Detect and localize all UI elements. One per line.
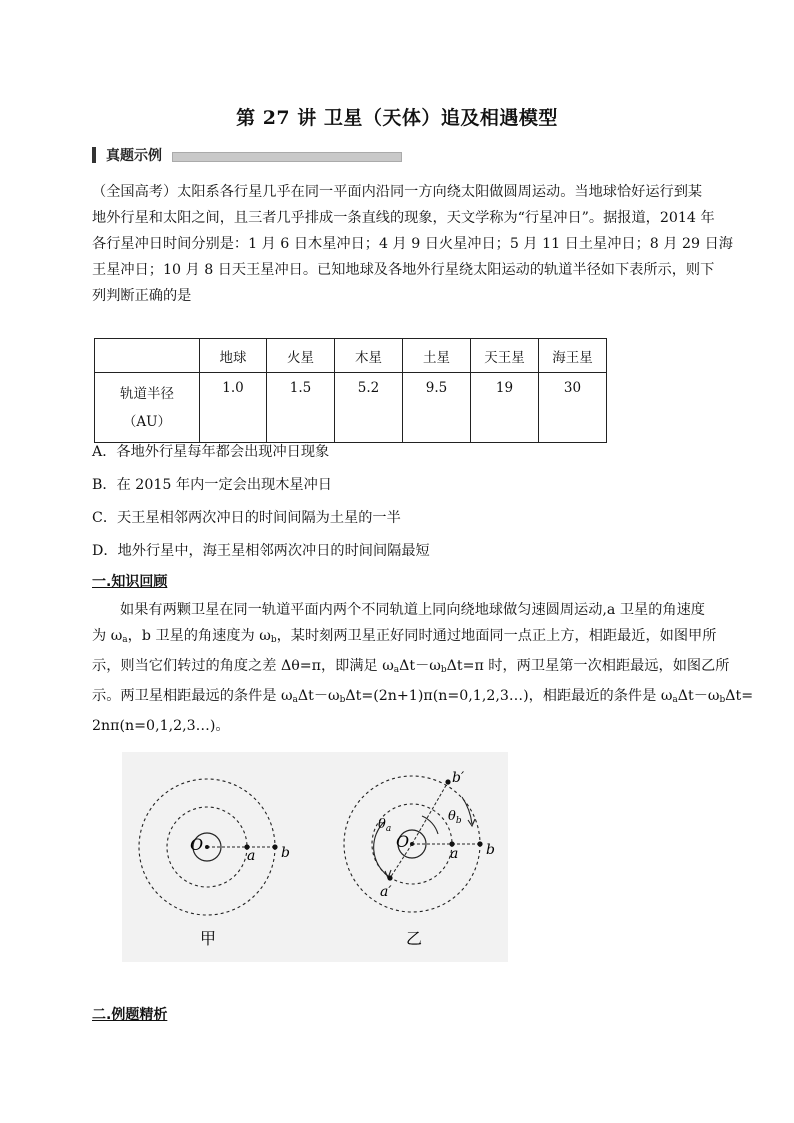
- orbit-diagram: [122, 752, 508, 962]
- section-rule: [172, 152, 402, 162]
- table-cell: 1.5: [267, 373, 335, 443]
- table-cell: 1.0: [200, 373, 267, 443]
- problem-line: 各行星冲日时间分别是：1 月 6 日木星冲日；4 月 9 日火星冲日；5 月 11 日土星冲日；8 月 29 日海: [92, 236, 733, 252]
- section-label: 真题示例: [106, 148, 162, 164]
- section-marker: [92, 147, 96, 163]
- option-d: D．地外行星中，海王星相邻两次冲日的时间间隔最短: [92, 543, 430, 559]
- table-cell: 9.5: [403, 373, 471, 443]
- knowledge-line: 为 $\omega_a$，b 卫星的角速度为 $\omega_b$，某时刻两卫星正好同时通过地面同一点正上方，相距最近，如图甲所: [92, 628, 717, 645]
- caption-yi: 乙: [406, 929, 423, 948]
- table-cell: 5.2: [335, 373, 403, 443]
- table-header-cell: 海王星: [539, 339, 607, 373]
- table-header-cell: [95, 339, 200, 373]
- problem-line: 王星冲日；10 月 8 日天王星冲日。已知地球及各地外行星绕太阳运动的轨道半径如下表所示，则下: [92, 262, 715, 278]
- table-header-cell: 天王星: [471, 339, 539, 373]
- knowledge-line: 如果有两颗卫星在同一轨道平面内两个不同轨道上同向绕地球做匀速圆周运动,a 卫星的角速度: [120, 602, 705, 618]
- problem-line: 地外行星和太阳之间，且三者几乎排成一条直线的现象，天文学称为“行星冲日”。据报道，2014 年: [92, 210, 715, 226]
- label-a: a: [450, 846, 459, 862]
- knowledge-text: [92, 597, 754, 739]
- label-theta-a: $\theta_a$: [378, 817, 392, 834]
- center-dot: [205, 845, 209, 849]
- row-label-text: 轨道半径: [120, 386, 174, 402]
- label-b: b: [281, 845, 290, 861]
- table-header-cell: 地球: [200, 339, 267, 373]
- problem-text: [92, 179, 733, 309]
- label-b: b: [486, 842, 495, 858]
- heading-example-analysis: 二.例题精析: [92, 1007, 168, 1023]
- knowledge-line: 示，则当它们转过的角度之差 Δθ=π，即满足 $\omega_a\Delta t-\omega_b\Delta t=\pi$ 时，两卫星第一次相距最远，如图乙所: [92, 658, 730, 675]
- option-c: C．天王星相邻两次冲日的时间间隔为土星的一半: [92, 510, 401, 526]
- table-cell: 30: [539, 373, 607, 443]
- problem-line: 列判断正确的是: [92, 288, 192, 304]
- table-row-label: [95, 373, 200, 443]
- label-theta-b: $\theta_b$: [448, 809, 462, 826]
- label-o: O: [190, 835, 204, 854]
- label-a-prime: a′: [380, 884, 392, 900]
- row-label-unit: （AU）: [122, 414, 172, 430]
- satellite-b: [477, 841, 482, 846]
- caption-jia: 甲: [200, 929, 217, 948]
- orbit-radius-table: [94, 338, 607, 443]
- section-header-examples: [92, 146, 402, 164]
- knowledge-line: 2nπ(n=0,1,2,3…)。: [92, 718, 230, 734]
- knowledge-line: 示。两卫星相距最远的条件是 $\omega_a\Delta t-\omega_b\Delta t=(2n+1)\pi(n=0,1,2,3\dots)$，相距最近的条件是 $\omega_a\Delta t-\omega_b\Delta t=$: [92, 688, 754, 705]
- heading-knowledge-review: 一.知识回顾: [92, 574, 168, 590]
- label-o: O: [396, 832, 410, 851]
- option-a: A．各地外行星每年都会出现冲日现象: [92, 444, 330, 460]
- table-header-cell: 火星: [267, 339, 335, 373]
- problem-line: （全国高考）太阳系各行星几乎在同一平面内沿同一方向绕太阳做圆周运动。当地球恰好运行到某: [92, 184, 703, 200]
- table-header-cell: 木星: [335, 339, 403, 373]
- page-title: 第 27 讲 卫星（天体）追及相遇模型: [236, 107, 558, 129]
- table-cell: 19: [471, 373, 539, 443]
- center-dot: [410, 842, 414, 846]
- table-header-cell: 土星: [403, 339, 471, 373]
- satellite-b: [272, 844, 277, 849]
- label-b-prime: b′: [452, 770, 465, 786]
- option-b: B．在 2015 年内一定会出现木星冲日: [92, 477, 332, 493]
- label-a: a: [247, 848, 256, 864]
- satellite-a-prime: [387, 875, 392, 880]
- satellite-b-prime: [445, 779, 450, 784]
